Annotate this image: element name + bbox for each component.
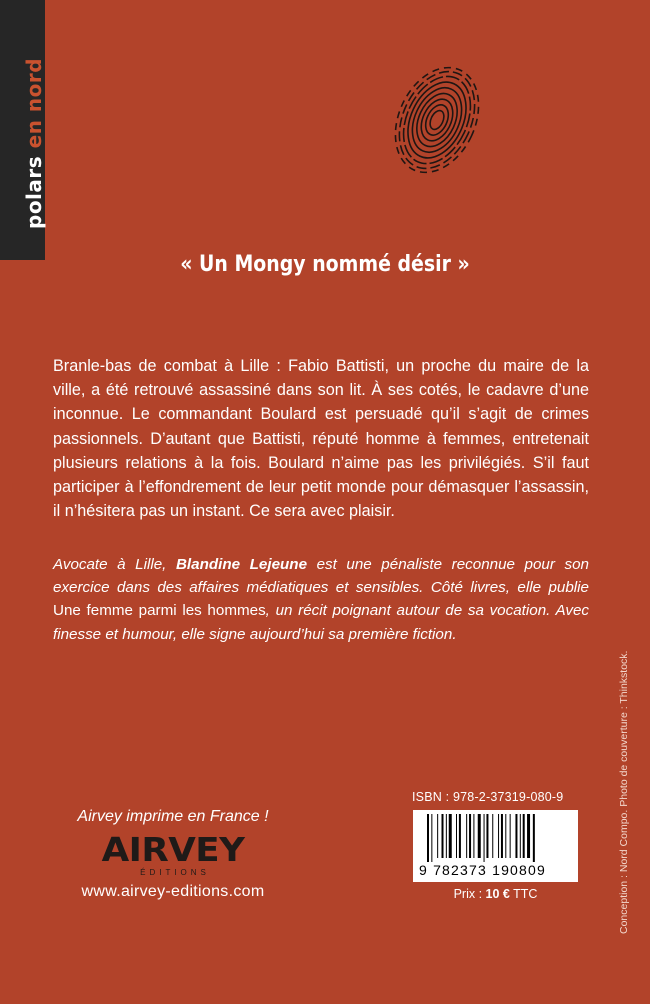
previous-book-title: Une femme parmi les hommes bbox=[53, 602, 266, 620]
bio-text-1: Avocate à Lille, bbox=[53, 556, 176, 573]
barcode-bar bbox=[486, 814, 488, 858]
barcode-bar bbox=[510, 814, 511, 858]
series-name bbox=[22, 58, 46, 229]
barcode-bar bbox=[437, 814, 438, 858]
barcode-bar bbox=[523, 814, 525, 858]
barcode-bar bbox=[446, 814, 447, 858]
barcode-bar bbox=[484, 814, 485, 862]
publisher-logo bbox=[98, 832, 248, 878]
cover-credits: Conception : Nord Compo. Photo de couverture : Thinkstock. bbox=[618, 650, 630, 934]
price-suffix: TTC bbox=[509, 887, 538, 901]
print-notice: Airvey imprime en France ! bbox=[77, 808, 269, 825]
barcode-digits: 9 782373 190809 bbox=[419, 862, 546, 878]
price-label: Prix : bbox=[453, 887, 486, 901]
barcode-bar bbox=[520, 814, 521, 858]
book-title: « Un Mongy nommé désir » bbox=[180, 252, 470, 277]
barcode-bar bbox=[473, 814, 474, 858]
logo-main-text: AIRVEY bbox=[101, 830, 245, 869]
series-word-2: en nord bbox=[22, 57, 46, 149]
bio-text-2: est une pénaliste reconnue pour son exercice dans des affaires médiatiques et sensibles. Côté livres, elle publie bbox=[53, 556, 589, 597]
barcode-bar bbox=[492, 814, 493, 858]
back-cover-blurb: Branle-bas de combat à Lille : Fabio Battisti, un proche du maire de la ville, a été retrouvé assassiné dans son lit. À ses cotés, le cadavre d’une inconnue. Le commandant Boulard est persuadé qu’il s’agit de crimes passionnels. D’autant que Battisti, réputé homme à femmes, entretenait plusieurs relations à la fois. Boulard n’aime pas les privilégiés. S’il faut participer à l’effondrement de leur petit monde pour démasquer l’assassin, il n’hésitera pas un instant. Ce sera avec plaisir. bbox=[53, 357, 589, 521]
barcode-bar bbox=[442, 814, 444, 858]
price-amount: 10 € bbox=[485, 887, 510, 901]
isbn: ISBN : 978-2-37319-080-9 bbox=[412, 790, 564, 804]
barcode-bar bbox=[456, 814, 457, 858]
barcode-bar bbox=[466, 814, 467, 858]
barcode-bar bbox=[459, 814, 461, 858]
series-tab bbox=[0, 0, 45, 260]
barcode-bar bbox=[527, 814, 530, 858]
barcode-bar bbox=[478, 814, 481, 858]
logo-sub-text: ÉDITIONS bbox=[140, 868, 210, 877]
barcode-bar bbox=[501, 814, 503, 858]
barcode-bar bbox=[449, 814, 452, 858]
author-name: Blandine Lejeune bbox=[175, 556, 308, 573]
barcode-bar bbox=[469, 814, 471, 858]
publisher-website[interactable]: www.airvey-editions.com bbox=[81, 883, 265, 900]
series-word-1: polars bbox=[22, 155, 46, 229]
bio-text-3: , un récit poignant autour de sa vocation. Avec finesse et humour, elle signe aujourd’hui sa première fiction. bbox=[53, 602, 589, 643]
price bbox=[413, 887, 578, 901]
barcode-bar bbox=[498, 814, 499, 858]
barcode-bar bbox=[515, 814, 517, 858]
barcode-bar bbox=[505, 814, 506, 858]
fingerprint-icon bbox=[392, 62, 482, 174]
author-bio bbox=[53, 553, 589, 646]
barcode-bar bbox=[427, 814, 429, 862]
barcode-bars bbox=[427, 814, 567, 862]
barcode bbox=[413, 810, 578, 882]
barcode-bar bbox=[533, 814, 535, 862]
barcode-bar bbox=[431, 814, 432, 862]
